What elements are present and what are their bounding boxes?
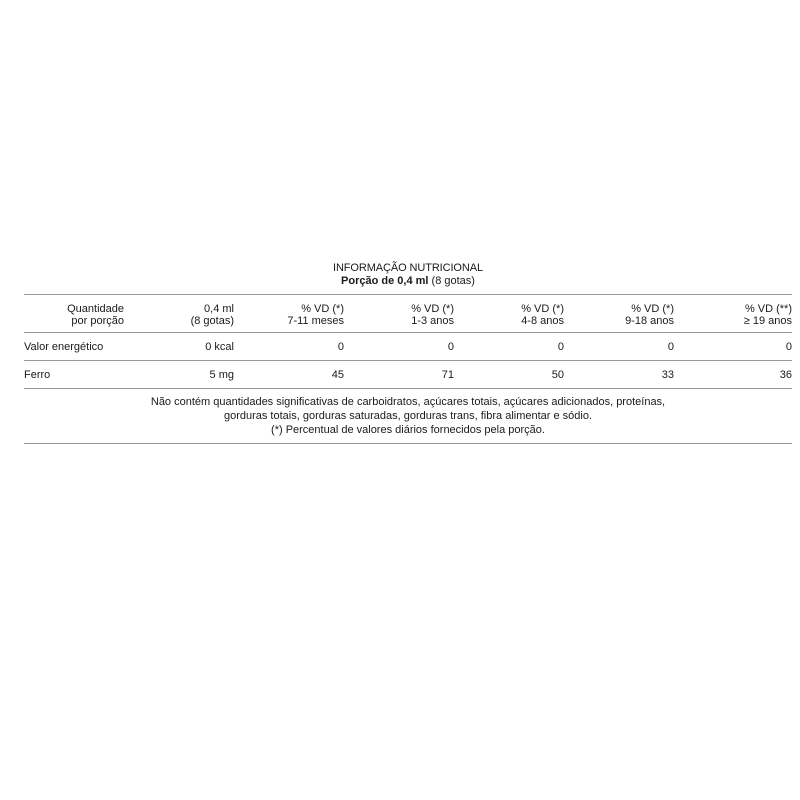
nutrient-amount: 5 mg xyxy=(209,368,234,381)
label-title: INFORMAÇÃO NUTRICIONAL xyxy=(333,262,483,274)
vd-value: 33 xyxy=(661,368,674,381)
footnote-line: gorduras totais, gorduras saturadas, gorduras trans, fibra alimentar e sódio. xyxy=(223,410,593,422)
table-row xyxy=(24,333,792,361)
footnote-line: (*) Percentual de valores diários fornecidos pela porção. xyxy=(271,424,545,436)
header-vd-1-3-years: % VD (*) 1-3 anos xyxy=(411,303,454,327)
header-portion: 0,4 ml (8 gotas) xyxy=(190,303,234,327)
portion-drops: (8 gotas) xyxy=(428,275,475,287)
nutrition-label xyxy=(24,262,792,444)
portion-info xyxy=(24,275,792,288)
vd-value: 0 xyxy=(785,340,792,353)
portion-size: Porção de 0,4 ml xyxy=(341,275,429,287)
vd-value: 0 xyxy=(447,340,454,353)
table-header-row xyxy=(24,295,792,333)
vd-value: 0 xyxy=(337,340,344,353)
nutrient-name: Ferro xyxy=(24,368,51,381)
vd-value: 71 xyxy=(441,368,454,381)
header-vd-4-8-years: % VD (*) 4-8 anos xyxy=(521,303,564,327)
table-row xyxy=(24,361,792,389)
vd-value: 0 xyxy=(557,340,564,353)
footnote-line: Não contém quantidades significativas de carboidratos, açúcares totais, açúcares adicionados, proteínas, xyxy=(150,396,666,408)
nutrient-amount: 0 kcal xyxy=(205,340,234,353)
header-vd-7-11-months: % VD (*) 7-11 meses xyxy=(287,303,344,327)
header-quantity: Quantidade por porção xyxy=(67,303,124,327)
vd-value: 36 xyxy=(779,368,792,381)
vd-value: 50 xyxy=(551,368,564,381)
nutrition-table xyxy=(24,294,792,389)
header-vd-19-plus-years: % VD (**) ≥ 19 anos xyxy=(743,303,792,327)
label-footnote xyxy=(24,389,792,444)
vd-value: 0 xyxy=(667,340,674,353)
header-vd-9-18-years: % VD (*) 9-18 anos xyxy=(625,303,674,327)
vd-value: 45 xyxy=(331,368,344,381)
nutrient-name: Valor energético xyxy=(24,340,104,353)
